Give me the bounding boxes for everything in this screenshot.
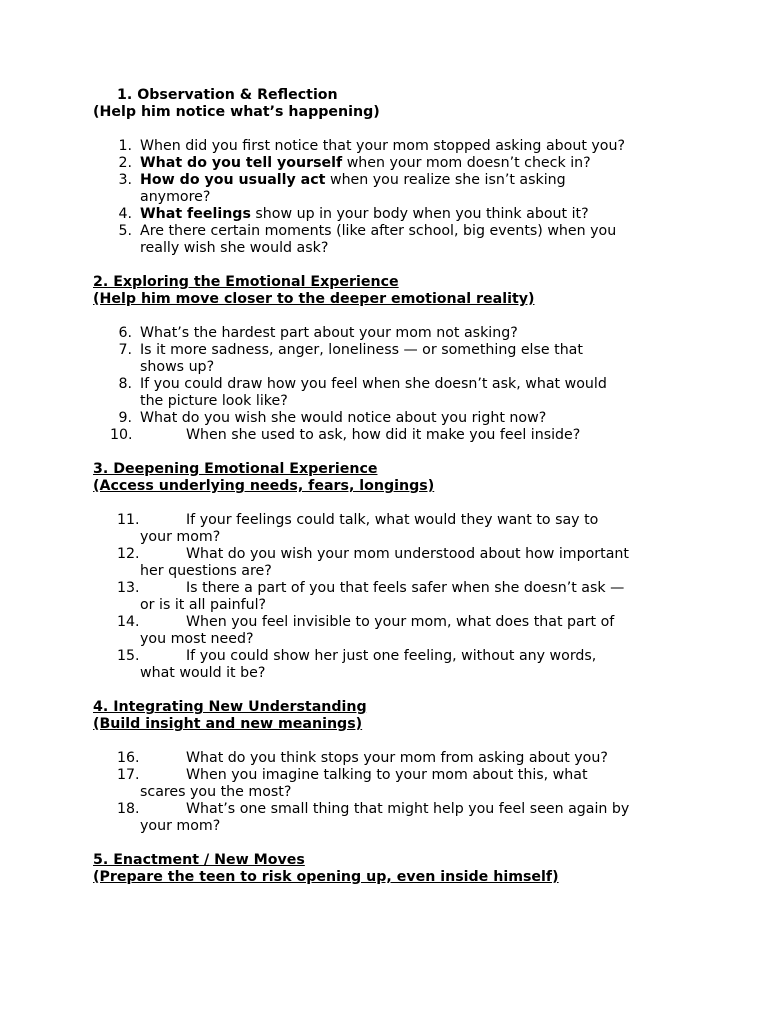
list-item-number: 8. bbox=[118, 376, 132, 392]
list-item-continuation: shows up? bbox=[140, 359, 215, 375]
list-item-bold: What do you tell yourself bbox=[140, 155, 343, 171]
list-item-number: 6. bbox=[118, 325, 132, 341]
list-item-continuation: what would it be? bbox=[140, 665, 266, 681]
list-item bbox=[140, 223, 616, 240]
list-item-continuation: the picture look like? bbox=[140, 393, 288, 409]
list-item-number: 1. bbox=[118, 138, 132, 154]
list-item-number: 14. bbox=[117, 614, 140, 630]
list-item-continuation: scares you the most? bbox=[140, 784, 292, 800]
list-item: When you feel invisible to your mom, what does that part of bbox=[186, 614, 615, 630]
list-item-continuation: or is it all painful? bbox=[140, 597, 267, 613]
list-item-number: 10. bbox=[110, 427, 133, 443]
list-item: What do you think stops your mom from asking about you? bbox=[186, 750, 608, 766]
list-item-text: show up in your body when you think about it? bbox=[250, 206, 589, 222]
list-item-number: 5. bbox=[118, 223, 132, 239]
list-item bbox=[140, 138, 625, 155]
list-item: What’s the hardest part about your mom not asking? bbox=[140, 325, 518, 341]
list-item: What do you wish your mom understood about how important bbox=[186, 546, 629, 562]
list-item-number: 16. bbox=[117, 750, 140, 766]
list-item-number: 3. bbox=[118, 172, 132, 188]
list-item: If your feelings could talk, what would they want to say to bbox=[186, 512, 599, 528]
list-item-continuation: her questions are? bbox=[140, 563, 272, 579]
list-item-continuation: really wish she would ask? bbox=[140, 240, 329, 256]
list-item-text: when you realize she isn’t asking bbox=[325, 172, 566, 188]
list-item-number: 4. bbox=[118, 206, 132, 222]
section1-heading-text: Observation & Reflection bbox=[137, 87, 338, 103]
section1-subheading: (Help him notice what’s happening) bbox=[93, 104, 380, 120]
section2-subheading: (Help him move closer to the deeper emotional reality) bbox=[93, 291, 535, 307]
list-item-continuation: you most need? bbox=[140, 631, 254, 647]
list-item-number: 18. bbox=[117, 801, 140, 817]
list-item-number: 2. bbox=[118, 155, 132, 171]
list-item: What’s one small thing that might help you feel seen again by bbox=[186, 801, 630, 817]
section5-subheading: (Prepare the teen to risk opening up, even inside himself) bbox=[93, 869, 559, 885]
section1-heading bbox=[117, 87, 338, 104]
list-item: Is it more sadness, anger, loneliness — or something else that bbox=[140, 342, 583, 358]
list-item-number: 11. bbox=[117, 512, 140, 528]
list-item-number: 13. bbox=[117, 580, 140, 596]
list-item-number: 12. bbox=[117, 546, 140, 562]
list-item-text: When did you first notice that your mom stopped asking about you? bbox=[140, 138, 625, 154]
list-item-bold: What feelings bbox=[140, 206, 251, 222]
list-item: If you could show her just one feeling, without any words, bbox=[186, 648, 597, 664]
section3-subheading: (Access underlying needs, fears, longings) bbox=[93, 478, 435, 494]
list-item-number: 17. bbox=[117, 767, 140, 783]
list-item-continuation: your mom? bbox=[140, 529, 221, 545]
list-item: If you could draw how you feel when she doesn’t ask, what would bbox=[140, 376, 607, 392]
list-item-number: 7. bbox=[118, 342, 132, 358]
list-item: What do you wish she would notice about you right now? bbox=[140, 410, 547, 426]
section4-heading: 4. Integrating New Understanding bbox=[93, 699, 367, 715]
list-item-continuation: anymore? bbox=[140, 189, 211, 205]
list-item: Is there a part of you that feels safer when she doesn’t ask — bbox=[186, 580, 625, 596]
list-item: When she used to ask, how did it make you feel inside? bbox=[186, 427, 581, 443]
list-item-number: 15. bbox=[117, 648, 140, 664]
list-item-continuation: your mom? bbox=[140, 818, 221, 834]
list-item-bold: How do you usually act bbox=[140, 172, 326, 188]
section5-heading: 5. Enactment / New Moves bbox=[93, 852, 305, 868]
section4-subheading: (Build insight and new meanings) bbox=[93, 716, 363, 732]
list-item: When you imagine talking to your mom about this, what bbox=[186, 767, 588, 783]
list-item bbox=[140, 206, 589, 223]
list-item bbox=[140, 172, 566, 189]
section1-heading-number: 1. bbox=[117, 87, 133, 103]
list-item-text: when your mom doesn’t check in? bbox=[342, 155, 591, 171]
section2-heading: 2. Exploring the Emotional Experience bbox=[93, 274, 399, 290]
list-item-text: Are there certain moments (like after school, big events) when you bbox=[140, 223, 617, 239]
section3-heading: 3. Deepening Emotional Experience bbox=[93, 461, 378, 477]
list-item bbox=[140, 155, 591, 172]
list-item-number: 9. bbox=[118, 410, 132, 426]
